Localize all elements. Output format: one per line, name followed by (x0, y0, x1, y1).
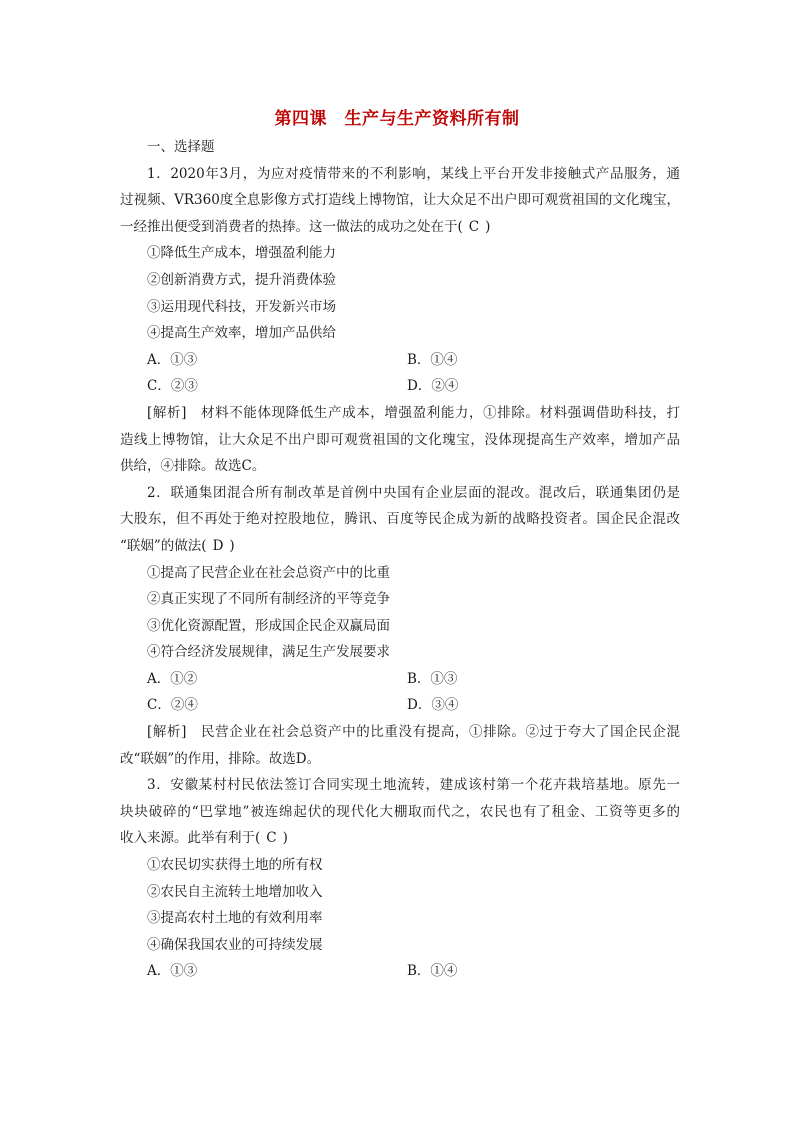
question-stem-line: 一经推出便受到消费者的热捧。这一做法的成功之处在于( C ) (120, 218, 491, 235)
option-c: C．②④ (147, 697, 198, 714)
options-row (120, 347, 680, 374)
option-b: B．①③ (407, 670, 458, 687)
lesson-title: 第四课 生产与生产资料所有制 (274, 109, 520, 129)
question-stem-line: 3．安徽某村村民依法签订合同实现土地流转，建成该村第一个花卉栽培基地。原先一 (147, 777, 680, 794)
question-stem-line: 过视频、VR360度全息影像方式打造线上博物馆，让大众足不出户即可观赏祖国的文化瑰宝， (120, 192, 680, 209)
options-row (120, 692, 680, 719)
statement-item: ①农民切实获得土地的所有权 (147, 857, 323, 874)
option-d: D．③④ (407, 697, 459, 714)
analysis-line: 造线上博物馆，让大众足不出户即可观赏祖国的文化瑰宝，没体现提高生产效率，增加产品 (120, 431, 680, 448)
option-b: B．①④ (407, 963, 458, 980)
question-stem-line: 2．联通集团混合所有制改革是首例中央国有企业层面的混改。混改后，联通集团仍是 (147, 484, 680, 501)
options-row (120, 666, 680, 693)
question-1 (120, 161, 680, 480)
statement-item: ②创新消费方式，提升消费体验 (147, 271, 336, 288)
option-a: A．①③ (147, 351, 198, 368)
statement-item: ③运用现代科技，开发新兴市场 (147, 298, 336, 315)
content (120, 134, 680, 985)
analysis-line: [解析] 民营企业在社会总资产中的比重没有提高，①排除。②过于夸大了国企民企混 (147, 724, 680, 741)
statement-item: ②农民自主流转土地增加收入 (147, 883, 323, 900)
answer-letter: D (212, 537, 224, 554)
analysis-line: 供给，④排除。故选C。 (120, 458, 266, 475)
question-stem-line: 大股东，但不再处于绝对控股地位，腾讯、百度等民企成为新的战略投资者。国企民企混改 (120, 511, 680, 528)
question-stem-line: 1．2020年3月，为应对疫情带来的不利影响，某线上平台开发非接触式产品服务，通 (147, 165, 680, 182)
option-d: D．②④ (407, 378, 459, 395)
section-heading: 一、选择题 (147, 139, 215, 155)
answer-letter: C (468, 218, 480, 235)
statement-item: ④提高生产效率，增加产品供给 (147, 325, 336, 342)
options-row (120, 958, 680, 985)
option-a: A．①② (147, 670, 198, 687)
analysis-line: [解析] 材料不能体现降低生产成本，增强盈利能力，①排除。材料强调借助科技，打 (147, 404, 680, 421)
question-3 (120, 772, 680, 985)
option-b: B．①④ (407, 351, 458, 368)
question-stem-line: 收入来源。此举有利于( C ) (120, 830, 288, 847)
statement-item: ③提高农村土地的有效利用率 (147, 910, 323, 927)
answer-letter: C (266, 830, 277, 847)
statement-item: ①降低生产成本，增强盈利能力 (147, 245, 336, 262)
statement-item: ②真正实现了不同所有制经济的平等竞争 (147, 591, 390, 608)
analysis-line: 改“联姻”的作用，排除。故选D。 (120, 750, 321, 767)
statement-item: ④确保我国农业的可持续发展 (147, 936, 323, 953)
question-stem-line: 块块破碎的“巴掌地”被连绵起伏的现代化大棚取而代之，农民也有了租金、工资等更多的 (120, 803, 680, 820)
option-c: C．②③ (147, 378, 198, 395)
options-row (120, 373, 680, 400)
statement-item: ④符合经济发展规律，满足生产发展要求 (147, 644, 390, 661)
question-2 (120, 480, 680, 773)
statement-item: ③优化资源配置，形成国企民企双赢局面 (147, 617, 390, 634)
option-a: A．①③ (147, 963, 198, 980)
statement-item: ①提高了民营企业在社会总资产中的比重 (147, 564, 390, 581)
question-stem-line: “联姻”的做法( D ) (120, 537, 235, 554)
